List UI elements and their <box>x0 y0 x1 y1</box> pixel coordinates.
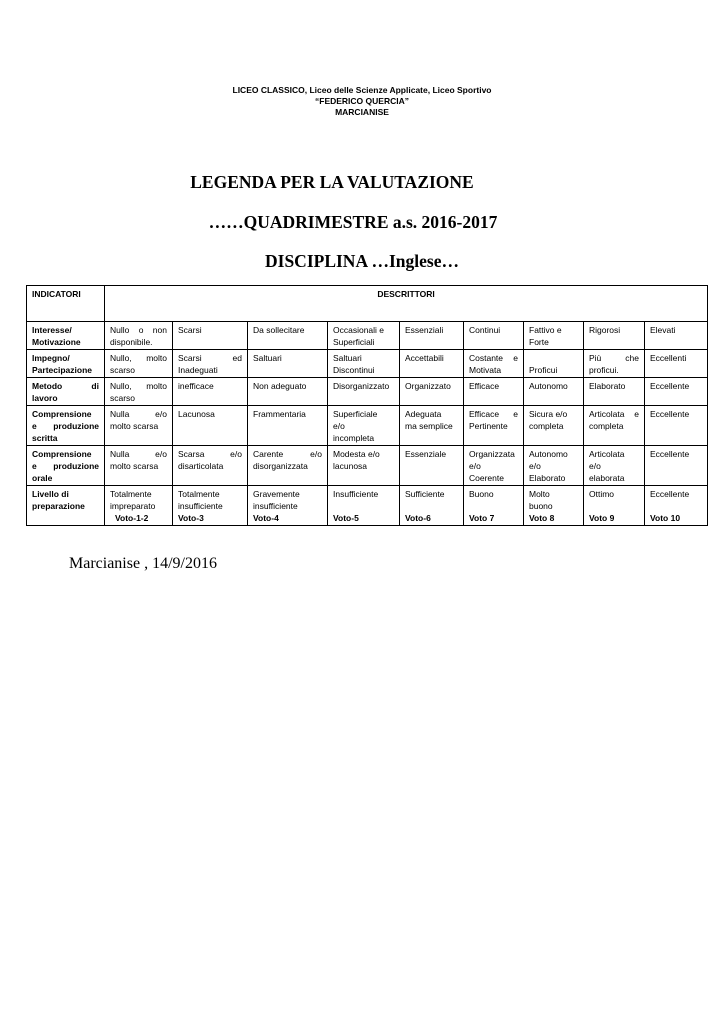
descriptor-line: scarso <box>110 365 136 375</box>
indicator-line: scritta <box>32 433 58 443</box>
descriptor-line: Scarsi ed <box>178 353 242 363</box>
descriptor-cell <box>584 322 645 350</box>
indicator-line: lavoro <box>32 393 58 403</box>
table-row <box>27 406 708 446</box>
descriptor-cell <box>584 378 645 406</box>
table-row <box>27 446 708 486</box>
level-line <box>650 500 702 512</box>
school-dedication: “FEDERICO QUERCIA” <box>315 96 409 106</box>
descriptor-line: Autonomo <box>529 381 568 391</box>
indicator-line: orale <box>32 473 53 483</box>
level-cell <box>105 486 173 526</box>
level-cell <box>173 486 248 526</box>
descriptor-line: e/o <box>333 421 345 431</box>
descriptor-line: Discontinui <box>333 365 375 375</box>
level-cell <box>400 486 464 526</box>
descriptor-line: Eccellente <box>650 449 690 459</box>
indicator-line: Comprensione <box>32 409 92 419</box>
vote-label: Voto-6 <box>405 513 431 523</box>
descriptor-cell <box>400 378 464 406</box>
descriptor-line: Saltuari <box>333 353 362 363</box>
descriptor-cell <box>105 378 173 406</box>
descriptor-line: ma semplice <box>405 421 453 431</box>
descrittori-header: DESCRITTORI <box>105 286 708 322</box>
school-header <box>0 85 724 118</box>
level-cell <box>248 486 328 526</box>
descriptor-line: Efficace <box>469 381 500 391</box>
descriptor-line: lacunosa <box>333 461 368 471</box>
descriptor-line: Fattivo e <box>529 325 562 335</box>
level-line: insufficiente <box>178 501 223 511</box>
descriptor-cell <box>464 350 524 378</box>
level-line: Insufficiente <box>333 489 379 499</box>
level-cell <box>584 486 645 526</box>
quadrimestre-title: ……QUADRIMESTRE a.s. 2016-2017 <box>208 212 498 232</box>
descriptor-line: Lacunosa <box>178 409 215 419</box>
vote-label: Voto-5 <box>333 513 359 523</box>
descriptor-line: completa <box>589 421 624 431</box>
descriptor-line: Scarsa e/o <box>178 449 242 459</box>
descriptor-line: Modesta e/o <box>333 449 380 459</box>
indicator-line: Motivazione <box>32 337 81 347</box>
indicator-line: preparazione <box>32 501 85 511</box>
descriptor-cell <box>524 378 584 406</box>
descriptor-line: Proficui <box>529 365 558 375</box>
descriptor-line: disorganizzata <box>253 461 308 471</box>
descriptor-line: Pertinente <box>469 421 508 431</box>
level-line: Molto <box>529 489 550 499</box>
vote-label: Voto 9 <box>589 513 615 523</box>
indicator-line: Partecipazione <box>32 365 92 375</box>
descriptor-cell <box>524 322 584 350</box>
indicator-line: e produzione <box>32 461 99 471</box>
descriptor-cell <box>645 350 708 378</box>
descriptor-line: disponibile. <box>110 337 153 347</box>
descriptor-line: Eccellente <box>650 409 690 419</box>
level-line <box>469 500 518 512</box>
school-city: MARCIANISE <box>335 107 389 117</box>
vote-label: Voto-3 <box>178 513 204 523</box>
level-line: Gravemente <box>253 489 300 499</box>
descriptor-line: Autonomo <box>529 449 568 459</box>
level-cell <box>645 486 708 526</box>
descriptor-line: Essenziali <box>405 325 444 335</box>
descriptor-line: Scarsi <box>178 325 202 335</box>
descriptor-line: Nullo, molto <box>110 381 167 391</box>
descriptor-line: Eccellente <box>650 381 690 391</box>
descriptor-line: Organizzato <box>405 381 451 391</box>
descriptor-line: Nullo, molto <box>110 353 167 363</box>
descriptor-line: Accettabili <box>405 353 444 363</box>
descriptor-line: Rigorosi <box>589 325 621 335</box>
descriptor-cell <box>645 446 708 486</box>
descriptor-cell <box>173 378 248 406</box>
descriptor-line: Motivata <box>469 365 502 375</box>
level-line: Sufficiente <box>405 489 445 499</box>
descriptor-line: Coerente <box>469 473 504 483</box>
descriptor-cell <box>328 446 400 486</box>
disciplina-title: DISCIPLINA …Inglese… <box>265 251 459 271</box>
indicator-line: e produzione <box>32 421 99 431</box>
descriptor-line <box>529 352 578 364</box>
descriptor-line: Elaborato <box>529 473 566 483</box>
indicator-cell <box>27 378 105 406</box>
descriptor-cell <box>645 322 708 350</box>
descriptor-line: Costante e <box>469 353 518 363</box>
descriptor-line: proficui. <box>589 365 619 375</box>
descriptor-line: Essenziale <box>405 449 447 459</box>
descriptor-line: Nulla e/o <box>110 449 167 459</box>
level-line: buono <box>529 501 553 511</box>
indicator-cell <box>27 486 105 526</box>
descriptor-line: Inadeguati <box>178 365 218 375</box>
descriptor-cell <box>173 350 248 378</box>
descriptor-cell <box>105 446 173 486</box>
legenda-title: LEGENDA PER LA VALUTAZIONE <box>190 172 474 192</box>
descriptor-cell <box>248 350 328 378</box>
indicator-line: Metodo di <box>32 381 99 391</box>
level-line <box>405 500 458 512</box>
descriptor-line: Da sollecitare <box>253 325 305 335</box>
descriptor-line: Efficace e <box>469 409 518 419</box>
descriptor-cell <box>105 322 173 350</box>
indicator-line: Comprensione <box>32 449 92 459</box>
indicator-line: Livello di <box>32 489 69 499</box>
descriptor-cell <box>464 406 524 446</box>
descriptor-cell <box>400 350 464 378</box>
descriptor-line: e/o <box>589 461 601 471</box>
table-row <box>27 322 708 350</box>
descriptor-cell <box>248 322 328 350</box>
descriptor-cell <box>248 406 328 446</box>
descriptor-cell <box>328 350 400 378</box>
descriptor-line: Saltuari <box>253 353 282 363</box>
vote-label: Voto-1-2 <box>115 513 149 523</box>
descriptor-cell <box>105 350 173 378</box>
descriptor-cell <box>328 406 400 446</box>
level-line: Ottimo <box>589 489 615 499</box>
level-line: Totalmente <box>178 489 220 499</box>
descriptor-line: Nullo o non <box>110 325 167 335</box>
vote-label: Voto 8 <box>529 513 555 523</box>
vote-label: Voto 7 <box>469 513 495 523</box>
descriptor-line: scarso <box>110 393 136 403</box>
descriptor-cell <box>400 446 464 486</box>
level-line: insufficiente <box>253 501 298 511</box>
table-header-row <box>27 286 708 322</box>
descriptor-line: Superficiali <box>333 337 375 347</box>
descriptor-cell <box>328 322 400 350</box>
descriptor-cell <box>248 378 328 406</box>
descriptor-cell <box>173 446 248 486</box>
descriptor-line: molto scarsa <box>110 461 159 471</box>
descriptor-line: Elevati <box>650 325 676 335</box>
descriptor-line: incompleta <box>333 433 375 443</box>
level-line: Eccellente <box>650 489 690 499</box>
descriptor-line: Carente e/o <box>253 449 322 459</box>
descriptor-line: elaborata <box>589 473 625 483</box>
descriptor-line: Articolata <box>589 449 625 459</box>
indicator-cell <box>27 446 105 486</box>
evaluation-table <box>26 285 708 526</box>
descriptor-line: Eccellenti <box>650 353 687 363</box>
descriptor-cell <box>584 350 645 378</box>
indicator-cell <box>27 322 105 350</box>
level-line: impreparato <box>110 501 156 511</box>
descriptor-line: Articolata e <box>589 409 639 419</box>
descriptor-line: Disorganizzato <box>333 381 390 391</box>
descriptor-cell <box>584 406 645 446</box>
level-cell <box>464 486 524 526</box>
descriptor-line: Elaborato <box>589 381 626 391</box>
indicator-line: Interesse/ <box>32 325 72 335</box>
level-cell <box>524 486 584 526</box>
descriptor-cell <box>524 446 584 486</box>
descriptor-line: Forte <box>529 337 549 347</box>
descriptor-cell <box>328 378 400 406</box>
indicatori-header: INDICATORI <box>27 286 105 322</box>
level-line: Totalmente <box>110 489 152 499</box>
vote-label: Voto-4 <box>253 513 279 523</box>
descriptor-line: Superficiale <box>333 409 378 419</box>
descriptor-line: Organizzata <box>469 449 515 459</box>
descriptor-cell <box>464 378 524 406</box>
descriptor-cell <box>645 406 708 446</box>
descriptor-line: Continui <box>469 325 501 335</box>
descriptor-cell <box>645 378 708 406</box>
descriptor-cell <box>105 406 173 446</box>
descriptor-line: Occasionali e <box>333 325 385 335</box>
table-row <box>27 378 708 406</box>
descriptor-cell <box>584 446 645 486</box>
descriptor-line: inefficace <box>178 381 214 391</box>
table-row <box>27 350 708 378</box>
descriptor-cell <box>464 446 524 486</box>
descriptor-line: Nulla e/o <box>110 409 167 419</box>
descriptor-line: Sicura e/o <box>529 409 568 419</box>
descriptor-cell <box>400 406 464 446</box>
descriptor-line: Non adeguato <box>253 381 307 391</box>
descriptor-cell <box>464 322 524 350</box>
descriptor-line: disarticolata <box>178 461 224 471</box>
indicator-cell <box>27 406 105 446</box>
indicator-line: Impegno/ <box>32 353 70 363</box>
descriptor-cell <box>173 322 248 350</box>
level-line: Buono <box>469 489 494 499</box>
level-line <box>589 500 639 512</box>
descriptor-line: molto scarsa <box>110 421 159 431</box>
descriptor-line: e/o <box>529 461 541 471</box>
indicator-cell <box>27 350 105 378</box>
place-date: Marcianise , 14/9/2016 <box>69 555 217 572</box>
school-name: LICEO CLASSICO, Liceo delle Scienze Applicate, Liceo Sportivo <box>232 85 492 95</box>
descriptor-line: Adeguata <box>405 409 442 419</box>
descriptor-cell <box>173 406 248 446</box>
descriptor-line: Frammentaria <box>253 409 306 419</box>
descriptor-cell <box>400 322 464 350</box>
descriptor-cell <box>524 350 584 378</box>
livello-row <box>27 486 708 526</box>
level-cell <box>328 486 400 526</box>
vote-label: Voto 10 <box>650 513 681 523</box>
descriptor-cell <box>524 406 584 446</box>
descriptor-line: e/o <box>469 461 481 471</box>
descriptor-line: completa <box>529 421 564 431</box>
descriptor-cell <box>248 446 328 486</box>
descriptor-line: Più che <box>589 353 639 363</box>
